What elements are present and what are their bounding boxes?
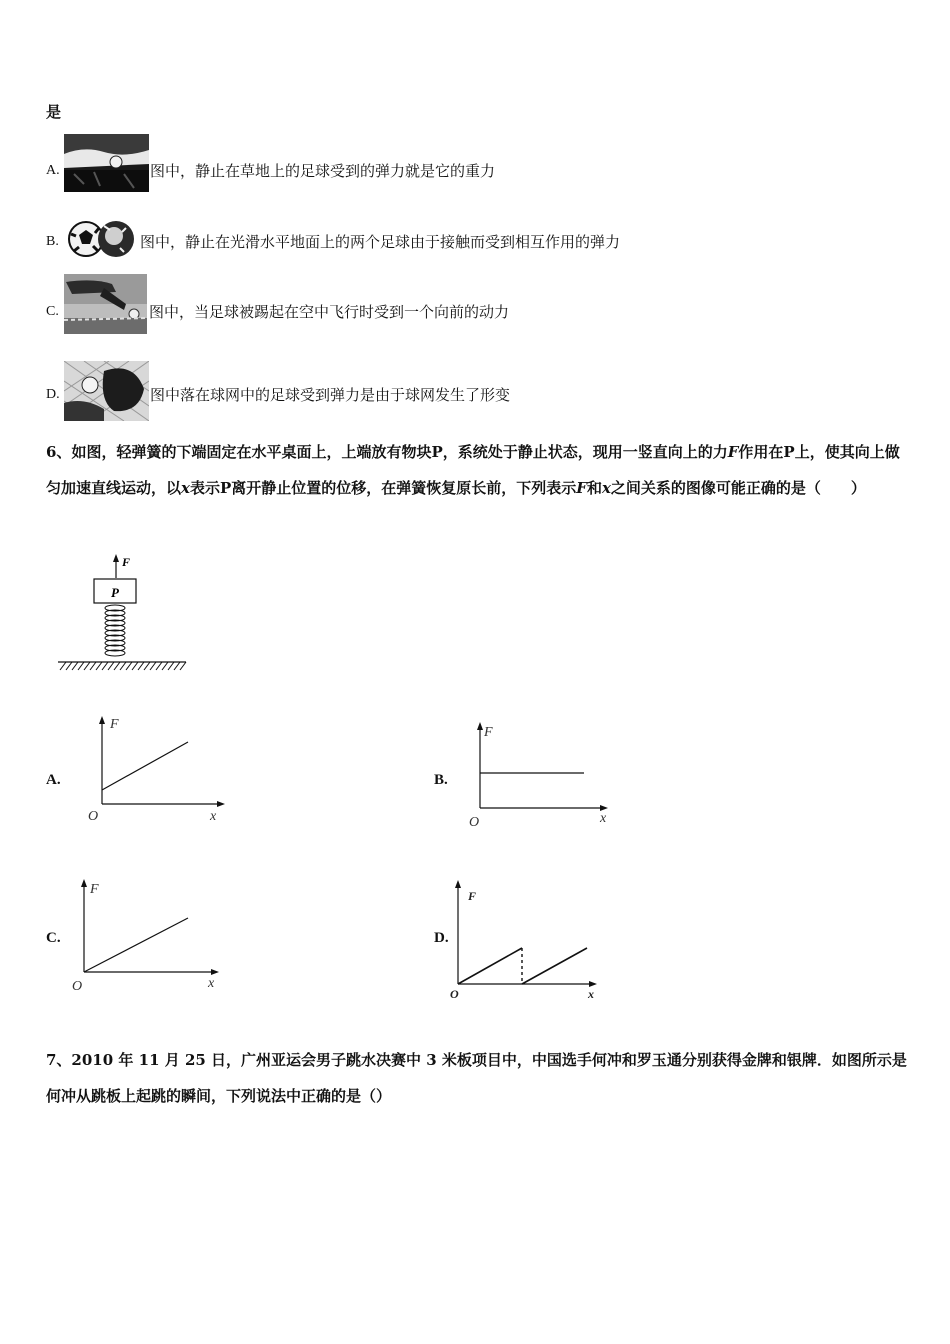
q7-question-text: 7、2010 年 11 月 25 日，广州亚运会男子跳水决赛中 3 米板项目中，中国选手何冲和罗玉通分别获得金牌和银牌．如图所示是何冲从跳板上起跳的瞬间，下列说法中正确的是（） xyxy=(46,1051,907,1105)
q6-option-c-label: C. xyxy=(46,930,61,946)
svg-text:x: x xyxy=(600,811,607,826)
svg-text:x: x xyxy=(588,987,594,1001)
q5-option-a-text: 图中，静止在草地上的足球受到的弹力就是它的重力 xyxy=(150,162,496,180)
block-label: P xyxy=(111,585,119,600)
q5-option-b-label: B. xyxy=(46,234,59,249)
q5-prefix: 是 xyxy=(46,103,62,121)
two-soccer-balls-photo xyxy=(64,214,138,264)
q6-question-text: 6、如图，轻弹簧的下端固定在水平桌面上，上端放有物块P，系统处于静止状态，现用一竖直向上的力F作用在P上，使其向上做匀加速直线运动，以x表示P离开静止位置的位移，在弹簧恢复原长前，下列表示F和x之间关系的图像可能正确的是（ ） xyxy=(46,443,900,497)
svg-text:F: F xyxy=(110,717,119,732)
svg-text:O: O xyxy=(72,979,83,994)
graph-option-c xyxy=(68,875,228,995)
q5-option-a-label: A. xyxy=(46,163,60,178)
svg-text:x: x xyxy=(210,809,217,824)
q5-option-b-text: 图中，静止在光滑水平地面上的两个足球由于接触而受到相互作用的弹力 xyxy=(140,233,621,251)
svg-text:F: F xyxy=(468,889,477,903)
kicking-soccer-ball-photo xyxy=(64,274,147,334)
q5-option-d-text: 图中落在球网中的足球受到弹力是由于球网发生了形变 xyxy=(150,386,511,404)
soccer-ball-on-grass-photo xyxy=(64,134,149,192)
q5-option-c-text: 图中，当足球被踢起在空中飞行时受到一个向前的动力 xyxy=(149,303,510,321)
svg-text:O: O xyxy=(450,987,459,1001)
svg-text:O: O xyxy=(88,809,99,824)
svg-text:O: O xyxy=(469,815,480,830)
q6-option-d-label: D. xyxy=(434,930,449,946)
svg-text:x: x xyxy=(208,976,215,991)
graph-option-b xyxy=(464,718,614,833)
q5-option-d-label: D. xyxy=(46,387,60,402)
q5-option-c-label: C. xyxy=(46,304,59,319)
spring-block-diagram xyxy=(52,552,192,674)
q6-option-b-label: B. xyxy=(434,772,448,788)
svg-text:F: F xyxy=(484,725,493,740)
graph-option-a xyxy=(84,712,234,827)
q6-option-a-label: A. xyxy=(46,772,61,788)
ball-in-net-photo xyxy=(64,361,149,421)
graph-option-d xyxy=(446,876,606,1004)
svg-text:F: F xyxy=(90,882,99,897)
force-label: F xyxy=(122,555,131,569)
